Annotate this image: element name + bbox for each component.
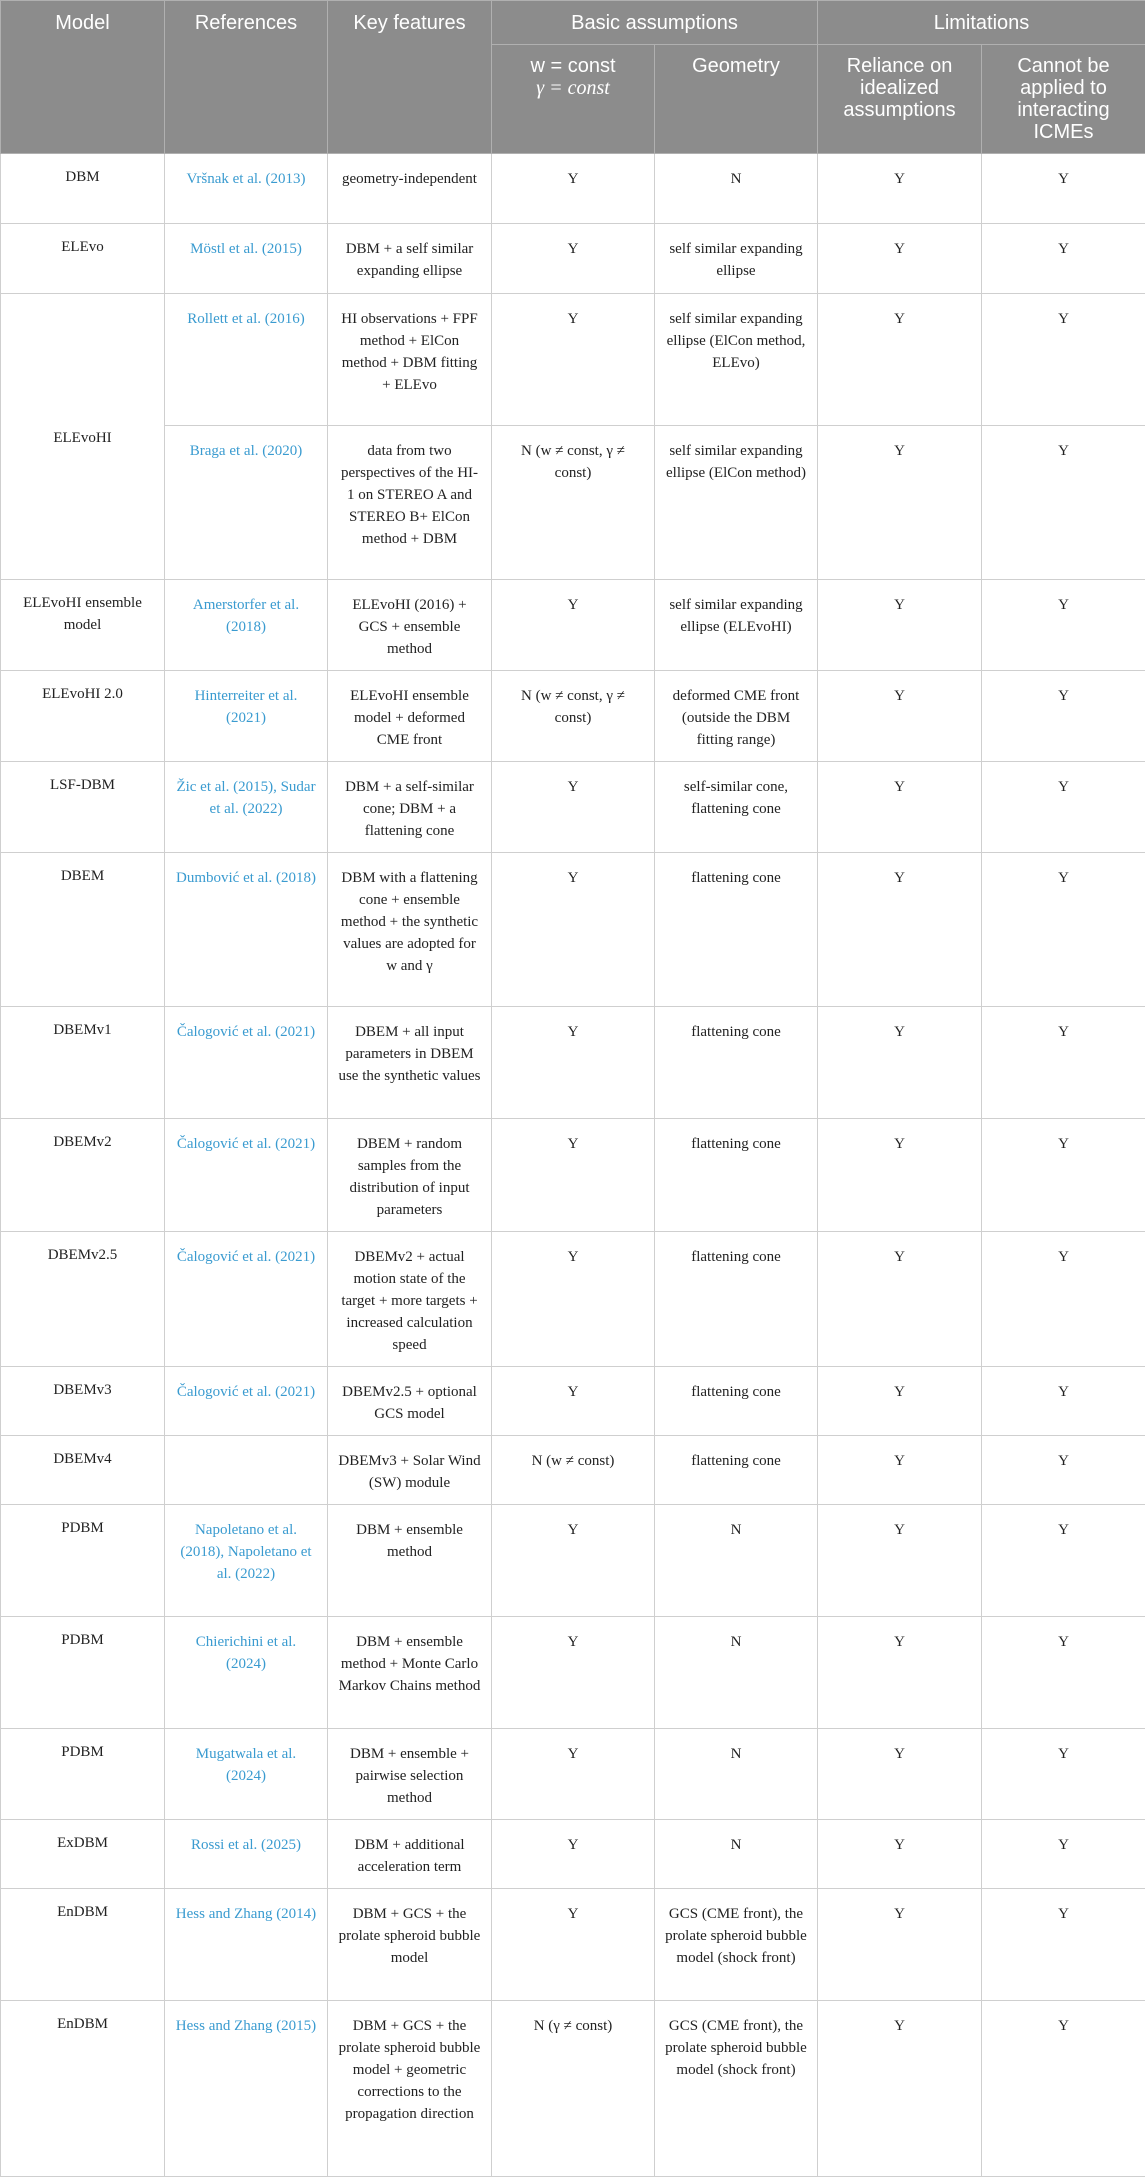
cell-features: HI observations + FPF method + ElCon method + DBM fitting + ELEvo <box>328 294 492 426</box>
cell-reference-link[interactable]: Čalogović et al. (2021) <box>165 1367 328 1436</box>
cell-cannot-apply: Y <box>982 1367 1145 1436</box>
cell-features: DBM + GCS + the prolate spheroid bubble model <box>328 1889 492 2001</box>
cell-reference-link[interactable]: Dumbović et al. (2018) <box>165 853 328 1007</box>
cell-features: DBM + ensemble method + Monte Carlo Markov Chains method <box>328 1617 492 1729</box>
cell-w-const: Y <box>492 1367 655 1436</box>
cell-geometry: GCS (CME front), the prolate spheroid bubble model (shock front) <box>655 2001 818 2177</box>
cell-w-const: Y <box>492 1617 655 1729</box>
cell-reference-link[interactable]: Möstl et al. (2015) <box>165 224 328 294</box>
table-row <box>1 1232 1145 1367</box>
cell-features: DBM + ensemble + pairwise selection method <box>328 1729 492 1820</box>
cell-features: DBM + ensemble method <box>328 1505 492 1617</box>
cell-reliance: Y <box>818 1505 982 1617</box>
cell-reliance: Y <box>818 1367 982 1436</box>
cell-reliance: Y <box>818 580 982 671</box>
cell-geometry: flattening cone <box>655 1232 818 1367</box>
table-row <box>1 154 1145 224</box>
header-w-gamma-const <box>492 45 655 154</box>
cell-reliance: Y <box>818 1889 982 2001</box>
cell-cannot-apply: Y <box>982 1729 1145 1820</box>
cell-cannot-apply: Y <box>982 1505 1145 1617</box>
cell-reference-link[interactable]: Čalogović et al. (2021) <box>165 1119 328 1232</box>
cell-reliance: Y <box>818 1007 982 1119</box>
cell-geometry: flattening cone <box>655 1007 818 1119</box>
cell-w-const: Y <box>492 1505 655 1617</box>
cell-reliance: Y <box>818 1729 982 1820</box>
cell-features: DBEM + random samples from the distribution of input parameters <box>328 1119 492 1232</box>
cell-cannot-apply: Y <box>982 762 1145 853</box>
cell-reference-link[interactable]: Vršnak et al. (2013) <box>165 154 328 224</box>
cell-w-const: N (γ ≠ const) <box>492 2001 655 2177</box>
cell-model: DBEMv1 <box>1 1007 165 1119</box>
table-row <box>1 2001 1145 2177</box>
cell-w-const: Y <box>492 1729 655 1820</box>
cell-features: geometry-independent <box>328 154 492 224</box>
header-gamma-const: γ = const <box>536 77 610 99</box>
cell-reference-link[interactable]: Braga et al. (2020) <box>165 426 328 580</box>
cell-model: LSF-DBM <box>1 762 165 853</box>
table-row <box>1 1889 1145 2001</box>
cell-w-const: N (w ≠ const) <box>492 1436 655 1505</box>
cell-reliance: Y <box>818 762 982 853</box>
cell-model: DBEMv2.5 <box>1 1232 165 1367</box>
cell-model: EnDBM <box>1 2001 165 2177</box>
table-row <box>1 1119 1145 1232</box>
cell-model: DBEMv2 <box>1 1119 165 1232</box>
table-row <box>1 853 1145 1007</box>
table-row <box>1 1007 1145 1119</box>
cell-model: ELEvoHI <box>1 294 165 580</box>
header-limitations: Limitations <box>818 1 1145 45</box>
cell-reliance: Y <box>818 1820 982 1889</box>
cell-features: DBEM + all input parameters in DBEM use the synthetic values <box>328 1007 492 1119</box>
cell-reference-link[interactable]: Amerstorfer et al. (2018) <box>165 580 328 671</box>
cell-cannot-apply: Y <box>982 154 1145 224</box>
cell-w-const: Y <box>492 853 655 1007</box>
table-header <box>1 1 1145 154</box>
cell-reliance: Y <box>818 671 982 762</box>
cell-reference-link[interactable]: Chierichini et al. (2024) <box>165 1617 328 1729</box>
cell-reference-link[interactable]: Napoletano et al. (2018), Napoletano et al. (2022) <box>165 1505 328 1617</box>
cell-geometry: GCS (CME front), the prolate spheroid bubble model (shock front) <box>655 1889 818 2001</box>
cell-model: DBEMv3 <box>1 1367 165 1436</box>
cell-geometry: N <box>655 1729 818 1820</box>
cell-reliance: Y <box>818 426 982 580</box>
cell-w-const: Y <box>492 762 655 853</box>
cell-reliance: Y <box>818 154 982 224</box>
cell-geometry: flattening cone <box>655 1436 818 1505</box>
cell-cannot-apply: Y <box>982 1007 1145 1119</box>
cell-geometry: self similar expanding ellipse (ElCon method, ELEvo) <box>655 294 818 426</box>
cell-geometry: self similar expanding ellipse (ELEvoHI) <box>655 580 818 671</box>
header-key-features: Key features <box>328 1 492 154</box>
cell-cannot-apply: Y <box>982 2001 1145 2177</box>
cell-reliance: Y <box>818 2001 982 2177</box>
header-basic-assumptions: Basic assumptions <box>492 1 818 45</box>
cell-cannot-apply: Y <box>982 1436 1145 1505</box>
cell-cannot-apply: Y <box>982 1820 1145 1889</box>
table-row <box>1 580 1145 671</box>
cell-geometry: flattening cone <box>655 853 818 1007</box>
table-row <box>1 1367 1145 1436</box>
cell-features: ELEvoHI ensemble model + deformed CME front <box>328 671 492 762</box>
table-row <box>1 671 1145 762</box>
cell-features: DBEMv3 + Solar Wind (SW) module <box>328 1436 492 1505</box>
table-row <box>1 294 1145 426</box>
cell-cannot-apply: Y <box>982 1232 1145 1367</box>
table-row <box>1 762 1145 853</box>
table-row <box>1 224 1145 294</box>
cell-features: DBM with a flattening cone + ensemble method + the synthetic values are adopted for w and γ <box>328 853 492 1007</box>
cell-reference-link[interactable]: Mugatwala et al. (2024) <box>165 1729 328 1820</box>
cell-geometry: self similar expanding ellipse (ElCon method) <box>655 426 818 580</box>
cell-features: DBM + a self-similar cone; DBM + a flattening cone <box>328 762 492 853</box>
cell-geometry: N <box>655 1505 818 1617</box>
cell-model: DBEM <box>1 853 165 1007</box>
cell-geometry: deformed CME front (outside the DBM fitting range) <box>655 671 818 762</box>
cell-model: DBEMv4 <box>1 1436 165 1505</box>
cell-reliance: Y <box>818 1436 982 1505</box>
cell-geometry: flattening cone <box>655 1119 818 1232</box>
cell-reference-link[interactable]: Hess and Zhang (2014) <box>165 1889 328 2001</box>
cell-cannot-apply: Y <box>982 853 1145 1007</box>
table-row <box>1 1729 1145 1820</box>
table-body <box>1 154 1145 2177</box>
table-row <box>1 1436 1145 1505</box>
cell-geometry: self similar expanding ellipse <box>655 224 818 294</box>
cell-cannot-apply: Y <box>982 580 1145 671</box>
header-references: References <box>165 1 328 154</box>
table-row <box>1 1505 1145 1617</box>
cell-w-const: Y <box>492 294 655 426</box>
cell-features: data from two perspectives of the HI-1 on STEREO A and STEREO B+ ElCon method + DBM <box>328 426 492 580</box>
cell-w-const: N (w ≠ const, γ ≠ const) <box>492 671 655 762</box>
cell-features: ELEvoHI (2016) + GCS + ensemble method <box>328 580 492 671</box>
cell-cannot-apply: Y <box>982 1617 1145 1729</box>
cell-reference-link[interactable]: Čalogović et al. (2021) <box>165 1007 328 1119</box>
cell-reliance: Y <box>818 294 982 426</box>
cell-cannot-apply: Y <box>982 1889 1145 2001</box>
cell-w-const: Y <box>492 154 655 224</box>
cell-geometry: N <box>655 154 818 224</box>
cell-reference-link[interactable]: Rossi et al. (2025) <box>165 1820 328 1889</box>
cell-w-const: Y <box>492 1119 655 1232</box>
cell-model: PDBM <box>1 1617 165 1729</box>
cell-features: DBEMv2.5 + optional GCS model <box>328 1367 492 1436</box>
cell-w-const: Y <box>492 1007 655 1119</box>
cell-cannot-apply: Y <box>982 1119 1145 1232</box>
cell-w-const: Y <box>492 580 655 671</box>
table-row <box>1 1617 1145 1729</box>
cell-reliance: Y <box>818 1232 982 1367</box>
cell-geometry: flattening cone <box>655 1367 818 1436</box>
cell-cannot-apply: Y <box>982 294 1145 426</box>
cell-features: DBM + GCS + the prolate spheroid bubble model + geometric corrections to the propagation direction <box>328 2001 492 2177</box>
cell-w-const: Y <box>492 224 655 294</box>
cell-model: PDBM <box>1 1729 165 1820</box>
cell-geometry: self-similar cone, flattening cone <box>655 762 818 853</box>
cell-reference-link[interactable]: Rollett et al. (2016) <box>165 294 328 426</box>
cell-reference-link[interactable]: Čalogović et al. (2021) <box>165 1232 328 1367</box>
cell-cannot-apply: Y <box>982 671 1145 762</box>
header-w-const: w = const <box>530 55 615 77</box>
cell-w-const: N (w ≠ const, γ ≠ const) <box>492 426 655 580</box>
cell-w-const: Y <box>492 1889 655 2001</box>
cell-model: PDBM <box>1 1505 165 1617</box>
cell-w-const: Y <box>492 1232 655 1367</box>
cell-model: ELEvoHI 2.0 <box>1 671 165 762</box>
cell-features: DBEMv2 + actual motion state of the target + more targets + increased calculation speed <box>328 1232 492 1367</box>
cell-reliance: Y <box>818 853 982 1007</box>
cell-model: ELEvoHI ensemble model <box>1 580 165 671</box>
header-cannot-apply: Cannot be applied to interacting ICMEs <box>982 45 1145 154</box>
cell-geometry: N <box>655 1820 818 1889</box>
cell-model: ELEvo <box>1 224 165 294</box>
cell-cannot-apply: Y <box>982 224 1145 294</box>
cell-reference-link[interactable]: Hinterreiter et al. (2021) <box>165 671 328 762</box>
cell-reference-link[interactable]: Žic et al. (2015), Sudar et al. (2022) <box>165 762 328 853</box>
cell-features: DBM + additional acceleration term <box>328 1820 492 1889</box>
cell-reference-link[interactable]: Hess and Zhang (2015) <box>165 2001 328 2177</box>
cell-reliance: Y <box>818 1119 982 1232</box>
cell-model: DBM <box>1 154 165 224</box>
cell-reference-link[interactable] <box>165 1436 328 1505</box>
header-reliance: Reliance on idealized assumptions <box>818 45 982 154</box>
cell-w-const: Y <box>492 1820 655 1889</box>
cell-reliance: Y <box>818 224 982 294</box>
table-row <box>1 426 1145 580</box>
cell-geometry: N <box>655 1617 818 1729</box>
header-model: Model <box>1 1 165 154</box>
cell-model: ExDBM <box>1 1820 165 1889</box>
table-row <box>1 1820 1145 1889</box>
cell-reliance: Y <box>818 1617 982 1729</box>
header-geometry: Geometry <box>655 45 818 154</box>
cell-model: EnDBM <box>1 1889 165 2001</box>
cell-features: DBM + a self similar expanding ellipse <box>328 224 492 294</box>
cell-cannot-apply: Y <box>982 426 1145 580</box>
